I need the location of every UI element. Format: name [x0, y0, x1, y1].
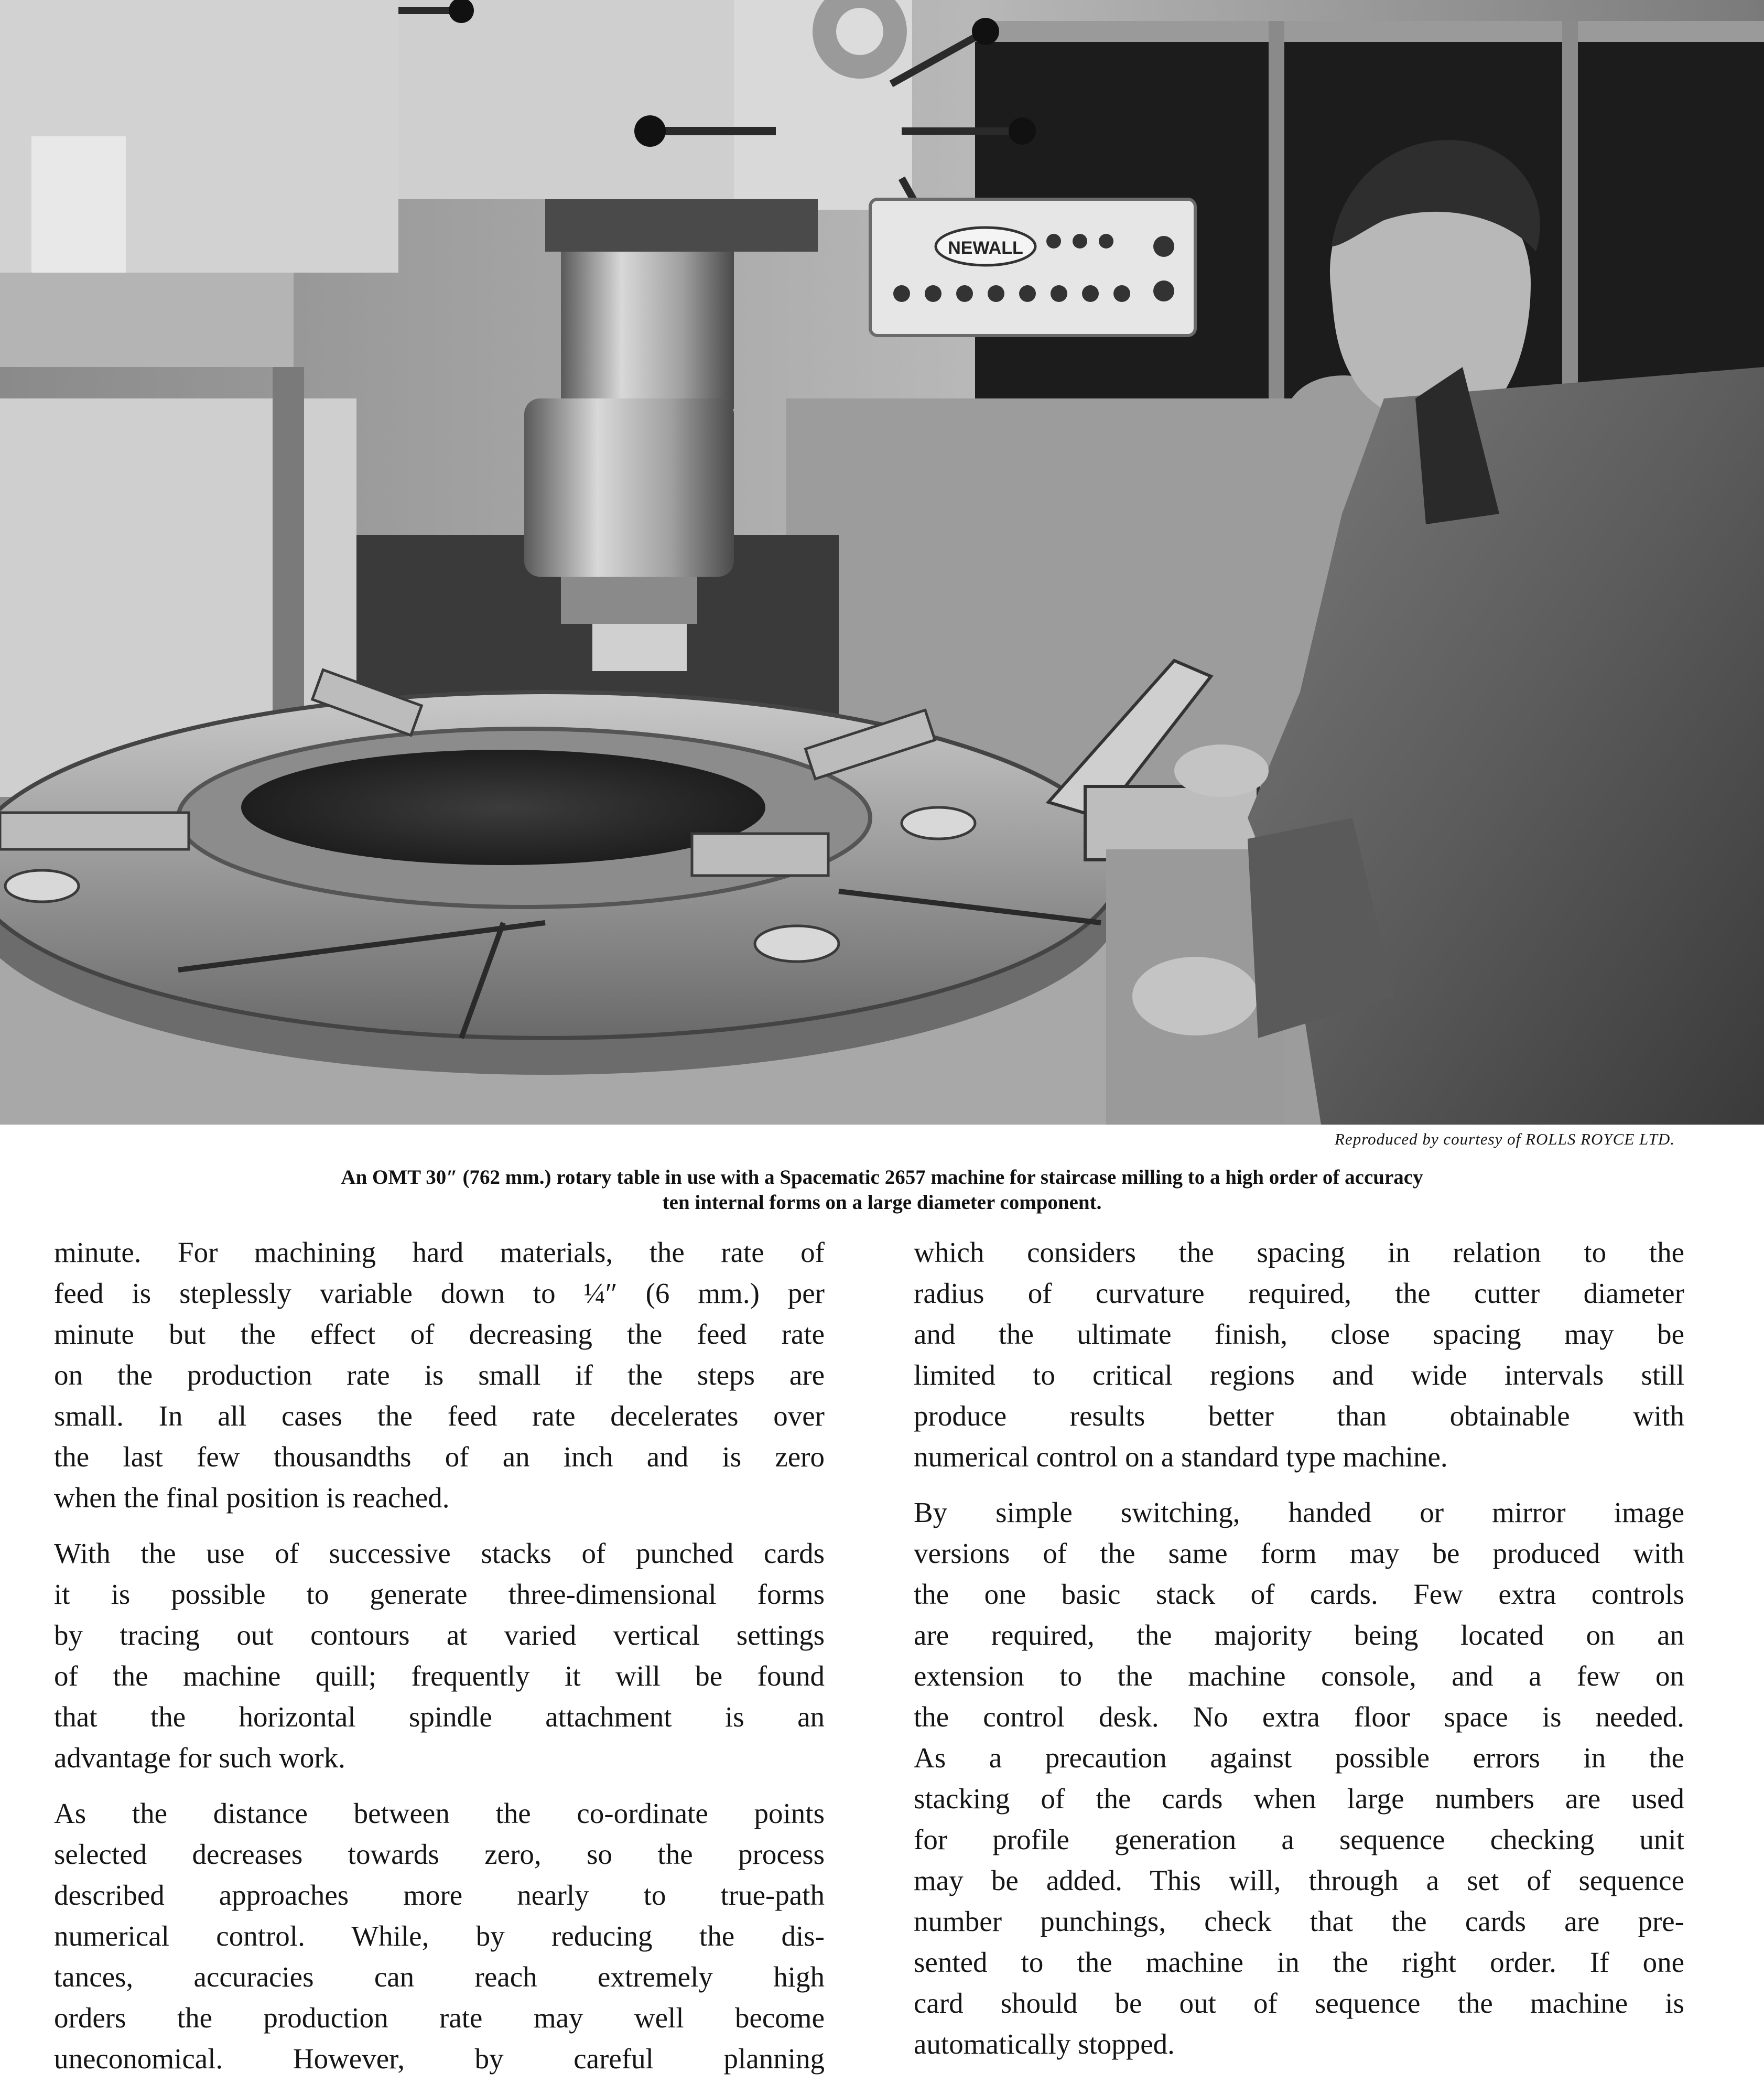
text-line: advantage for such work.: [54, 1742, 345, 1774]
text-line: automatically stopped.: [914, 2028, 1175, 2060]
paragraph: [914, 1492, 1684, 2065]
paragraph: [914, 1232, 1684, 1477]
text-line: minute but the effect of decreasing the feed rate: [54, 1318, 825, 1350]
paragraph: [54, 1533, 825, 1778]
right-text-column: [914, 1232, 1684, 2079]
text-line: the control desk. No extra floor space is needed.: [914, 1701, 1684, 1733]
text-line: the last few thousandths of an inch and is zero: [54, 1441, 825, 1473]
photo-credit: Reproduced by courtesy of ROLLS ROYCE LTD.: [1335, 1130, 1675, 1148]
text-line: versions of the same form may be produced with: [914, 1537, 1684, 1569]
text-line: which considers the spacing in relation to the: [914, 1236, 1684, 1268]
text-line: are required, the majority being located on an: [914, 1619, 1684, 1651]
text-line: uneconomical. However, by careful planning: [54, 2043, 825, 2075]
text-line: number punchings, check that the cards are pre-: [914, 1905, 1684, 1937]
text-line: radius of curvature required, the cutter diameter: [914, 1277, 1684, 1309]
text-line: numerical control on a standard type machine.: [914, 1441, 1448, 1473]
text-line: for profile generation a sequence checking unit: [914, 1823, 1684, 1855]
text-line: feed is steplessly variable down to ¼″ (6 mm.) per: [54, 1277, 825, 1309]
caption-line: ten internal forms on a large diameter component.: [662, 1191, 1102, 1214]
text-line: that the horizontal spindle attachment is an: [54, 1701, 825, 1733]
text-line: extension to the machine console, and a few on: [914, 1660, 1684, 1692]
nameplate-text: NEWALL: [948, 238, 1023, 258]
text-line: limited to critical regions and wide intervals still: [914, 1359, 1684, 1391]
text-line: on the production rate is small if the steps are: [54, 1359, 825, 1391]
text-line: sented to the machine in the right order. If one: [914, 1946, 1684, 1978]
paragraph: [54, 1793, 825, 2079]
text-line: orders the production rate may well become: [54, 2002, 825, 2034]
text-line: stacking of the cards when large numbers are used: [914, 1783, 1684, 1815]
text-line: As a precaution against possible errors in the: [914, 1742, 1684, 1774]
text-line: small. In all cases the feed rate decelerates over: [54, 1400, 825, 1432]
caption-line: An OMT 30″ (762 mm.) rotary table in use with a Spacematic 2657 machine for staircase milling to a high order of accuracy: [341, 1166, 1423, 1189]
text-line: card should be out of sequence the machine is: [914, 1987, 1684, 2019]
text-line: minute. For machining hard materials, the rate of: [54, 1236, 825, 1268]
text-line: selected decreases towards zero, so the process: [54, 1838, 825, 1870]
text-line: and the ultimate finish, close spacing may be: [914, 1318, 1684, 1350]
text-line: the one basic stack of cards. Few extra controls: [914, 1578, 1684, 1610]
text-line: by tracing out contours at varied vertical settings: [54, 1619, 825, 1651]
photo-caption: [58, 1165, 1706, 1215]
text-line: produce results better than obtainable with: [914, 1400, 1684, 1432]
text-line: tances, accuracies can reach extremely high: [54, 1961, 825, 1993]
left-text-column: [54, 1232, 825, 2094]
text-line: it is possible to generate three-dimensional forms: [54, 1578, 825, 1610]
text-line: may be added. This will, through a set of sequence: [914, 1864, 1684, 1896]
text-line: described approaches more nearly to true-path: [54, 1879, 825, 1911]
text-line: numerical control. While, by reducing the dis-: [54, 1920, 825, 1952]
text-line: With the use of successive stacks of punched cards: [54, 1537, 825, 1569]
text-line: when the final position is reached.: [54, 1482, 450, 1514]
text-line: of the machine quill; frequently it will be found: [54, 1660, 825, 1692]
text-line: As the distance between the co-ordinate points: [54, 1797, 825, 1829]
paragraph: [54, 1232, 825, 1518]
text-line: By simple switching, handed or mirror image: [914, 1496, 1684, 1528]
